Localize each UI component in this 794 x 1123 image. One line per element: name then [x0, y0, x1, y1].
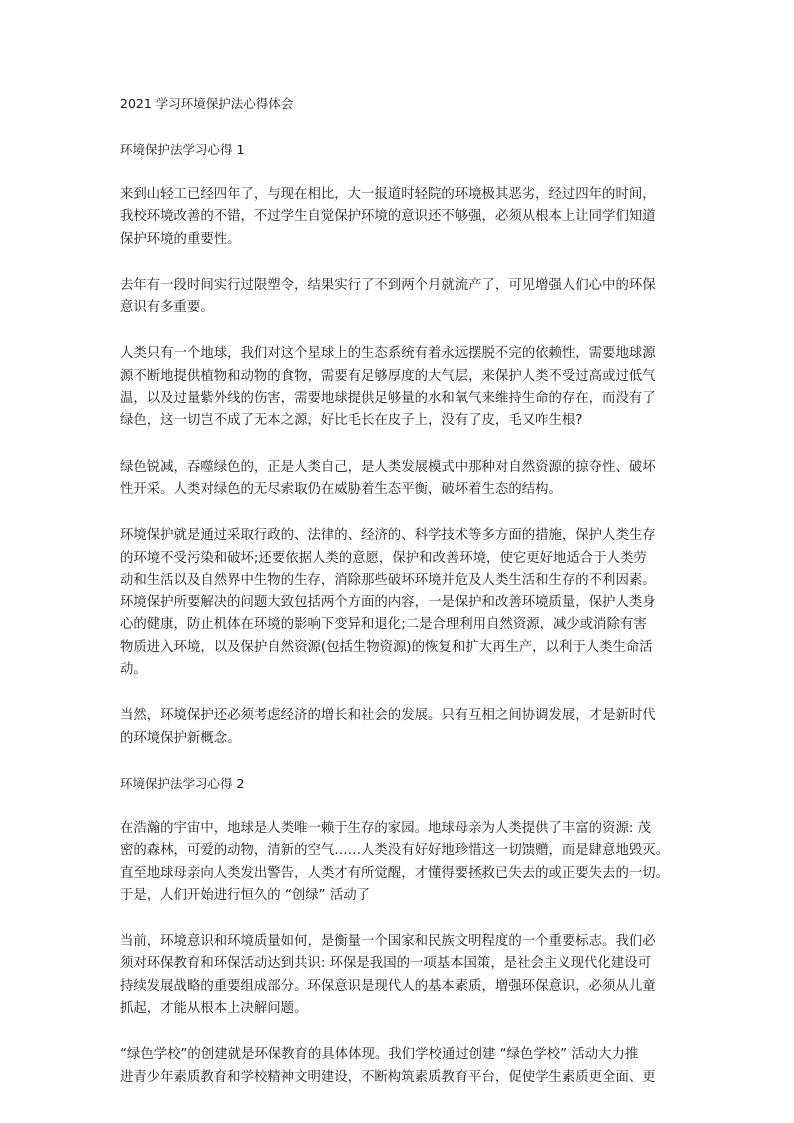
paragraph: 在浩瀚的宇宙中，地球是人类唯一赖于生存的家园。地球母亲为人类提供了丰富的资源: 茂 密的森林，可爱的动物，清新的空气……人类没有好好地珍惜这一切馈赠，而是肆意地毁灭。 直至地球母亲向人类发出警告，人类才有所觉醒，才懂得要拯救已失去的或正要失去的一切。 于是，人们开始进行恒久的 “创绿” 活动了: [120, 820, 670, 903]
paragraph: 绿色锐减，吞噬绿色的，正是人类自己，是人类发展模式中那种对自然资源的掠夺性、破坏 性开采。人类对绿色的无尽索取仍在威胁着生态平衡，破坏着生态的结构。: [120, 459, 656, 497]
paragraph: 当然，环境保护还必须考虑经济的增长和社会的发展。只有互相之间协调发展，才是新时代 的环境保护新概念。: [120, 708, 656, 746]
document-page: [120, 94, 676, 1113]
document-title: 2021 学习环境保护法心得体会: [120, 96, 294, 111]
paragraph: 去年有一段时间实行过限塑令，结果实行了不到两个月就流产了，可见增强人们心中的环保 意识有多重要。: [120, 277, 656, 316]
paragraph: 当前，环境意识和环境质量如何，是衡量一个国家和民族文明程度的一个重要标志。我们必 须对环保教育和环保活动达到共识: 环保是我国的一项基本国策，是社会主义现代化建设可 持续发展战略的重要组成部分。环保意识是现代人的基本素质，增强环保意识，必须从儿童 抓起，才能从根本上决解问题。: [120, 934, 656, 1017]
paragraph: 人类只有一个地球，我们对这个星球上的生态系统有着永远摆脱不完的依赖性，需要地球源 源不断地提供植物和动物的食物，需要有足够厚度的大气层，来保护人类不受过高或过低气 温，以及过量紫外线的伤害，需要地球提供足够量的水和氧气来维持生命的存在，而没有了 绿色，这一切岂不成了无本之源，好比毛长在皮子上，没有了皮，毛又咋生根?: [120, 346, 656, 429]
section-heading-2: 环境保护法学习心得 2: [120, 775, 245, 791]
paragraph: “绿色学校”的创建就是环保教育的具体体现。我们学校通过创建 “绿色学校” 活动大力推 进青少年素质教育和学校精神文明建设，不断构筑素质教育平台，促使学生素质更全面、更: [120, 1047, 656, 1085]
section-heading-1: 环境保护法学习心得 1: [120, 142, 245, 157]
paragraph: 环境保护就是通过采取行政的、法律的、经济的、科学技术等多方面的措施，保护人类生存 的环境不受污染和破坏;还要依据人类的意愿，保护和改善环境，使它更好地适合于人类劳 动和生活以及自然界中生物的生存，消除那些破坏环境并危及人类生活和生存的不利因素。 环境保护所要解决的问题大致包括两个方面的内容，一是保护和改善环境质量，保护人类身 心的健康，防止机体在环境的影响下变异和退化;二是合理利用自然资源，减少或消除有害 物质进入环境，以及保护自然资源(包括生物资源)的恢复和扩大再生产，以利于人类生命活 动。: [120, 528, 656, 678]
paragraph: 来到山轻工已经四年了，与现在相比，大一报道时轻院的环境极其恶劣，经过四年的时间， 我校环境改善的不错，不过学生自觉保护环境的意识还不够强，必须从根本上让同学们知道 保护环境的重要性。: [120, 187, 656, 247]
